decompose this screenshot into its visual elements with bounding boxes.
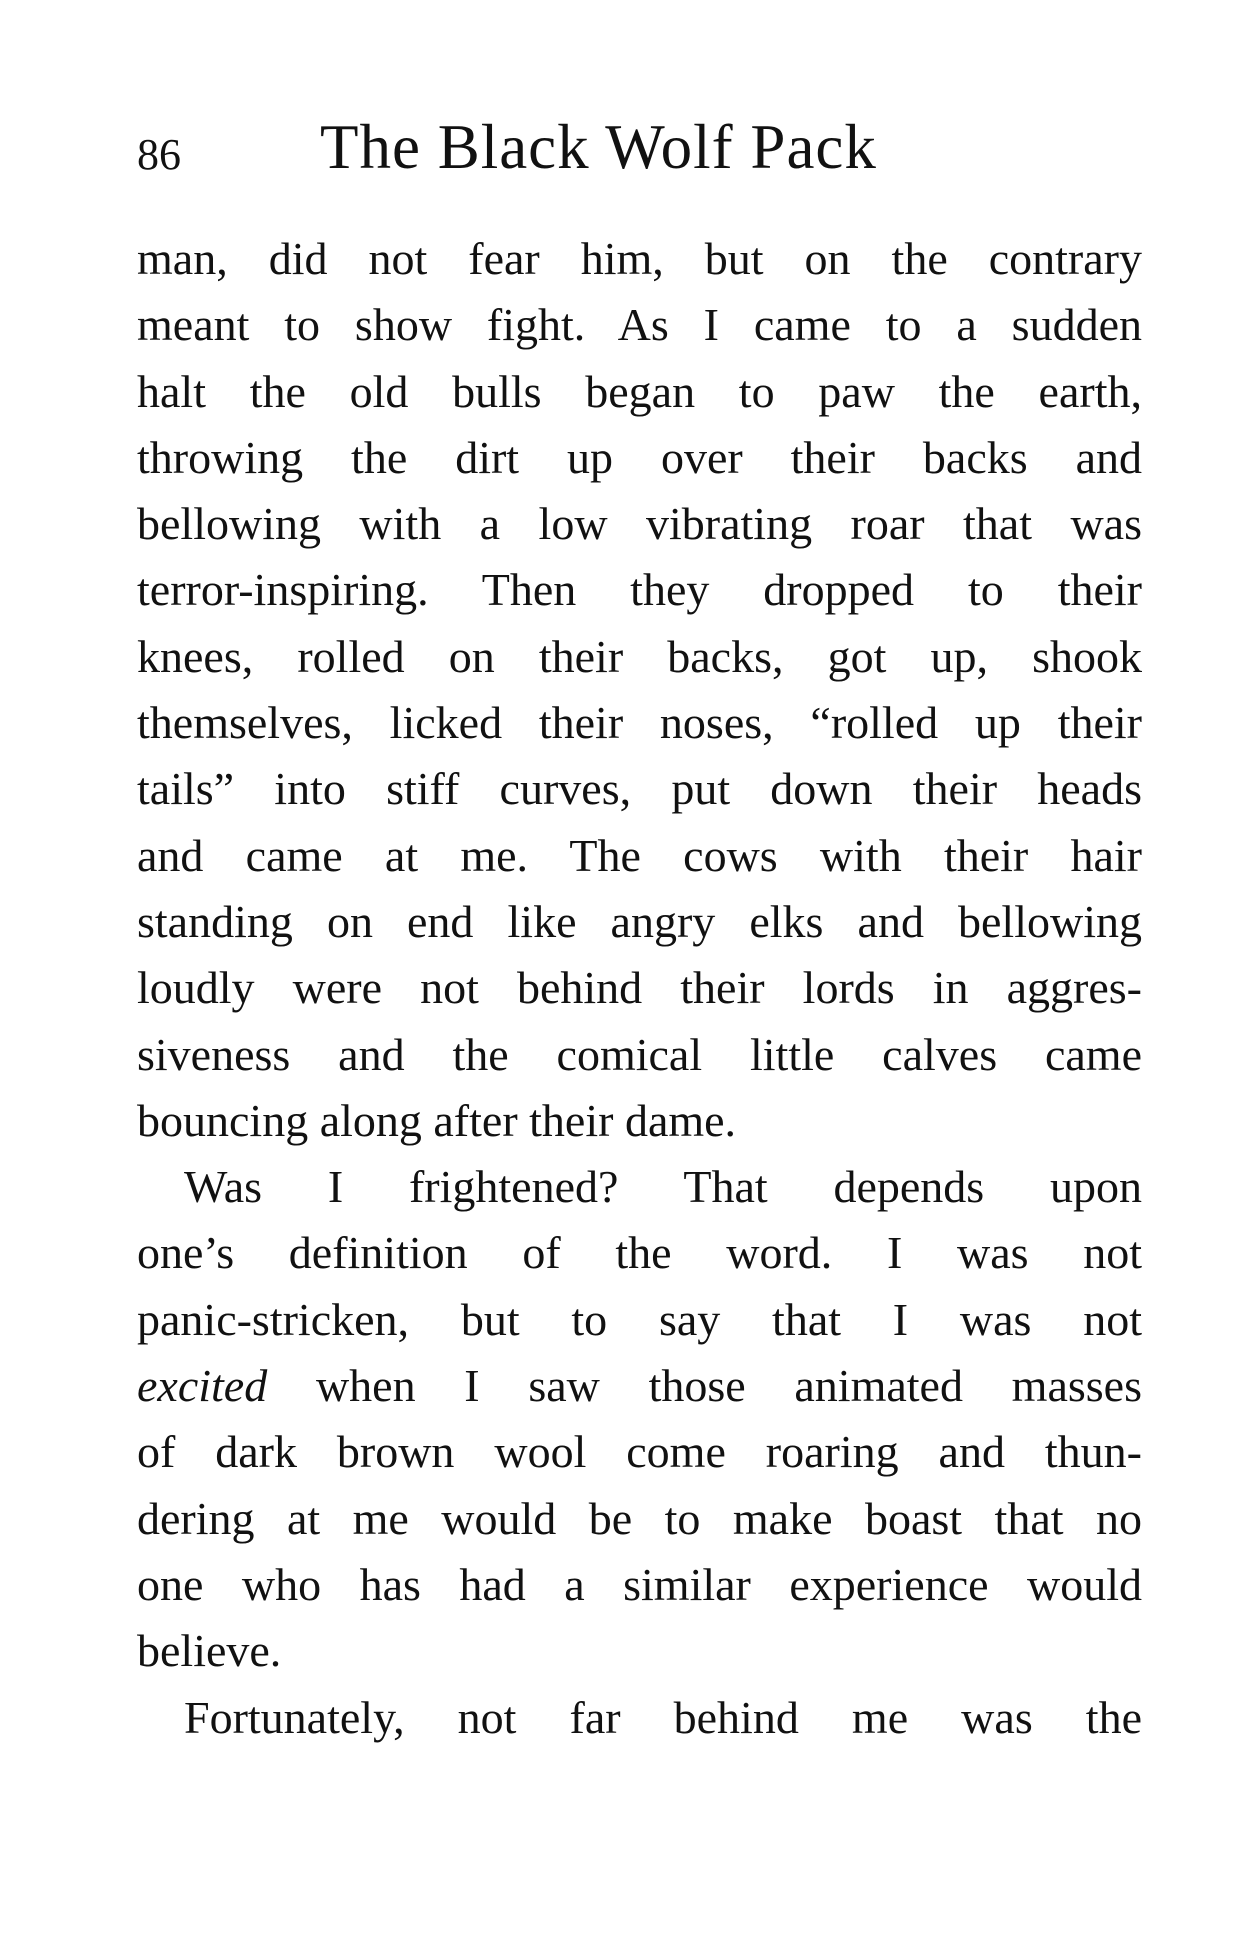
text-line: throwing the dirt up over their backs and — [137, 431, 1142, 483]
text-line: and came at me. The cows with their hair — [137, 829, 1142, 881]
text-line: one who has had a similar experience would — [137, 1558, 1142, 1610]
text-line: panic-stricken, but to say that I was not — [137, 1293, 1142, 1345]
text-line: knees, rolled on their backs, got up, shook — [137, 630, 1142, 682]
text-line: Fortunately, not far behind me was the — [184, 1691, 1142, 1743]
text-line-rest: when I saw those animated masses — [315, 1360, 1142, 1412]
page-number: 86 — [137, 130, 181, 179]
text-line: bouncing along after their dame. — [137, 1094, 737, 1146]
text-line: halt the old bulls began to paw the earth, — [137, 365, 1142, 417]
text-line: Was I frightened? That depends upon — [184, 1161, 1142, 1213]
text-line: tails” into stiff curves, put down their heads — [137, 763, 1142, 815]
text-line: bellowing with a low vibrating roar that was — [137, 498, 1142, 550]
text-line: dering at me would be to make boast that no — [137, 1492, 1142, 1544]
text-line: siveness and the comical little calves came — [137, 1028, 1142, 1080]
text-line: meant to show fight. As I came to a sudden — [137, 299, 1142, 351]
text-line: man, did not fear him, but on the contrary — [137, 233, 1142, 284]
body-text — [137, 226, 1142, 1751]
running-title: The Black Wolf Pack — [320, 112, 877, 182]
text-line: themselves, licked their noses, “rolled up their — [137, 697, 1142, 749]
running-head — [137, 112, 1137, 192]
text-line: one’s definition of the word. I was not — [137, 1227, 1142, 1279]
text-line: believe. — [137, 1625, 282, 1677]
text-line: terror-inspiring. Then they dropped to their — [137, 564, 1142, 616]
text-line: of dark brown wool come roaring and thun- — [137, 1426, 1142, 1478]
text-line-with-emphasis — [137, 1353, 1142, 1419]
emphasized-word: excited — [137, 1360, 268, 1412]
text-line: standing on end like angry elks and bellowing — [137, 895, 1142, 947]
text-line: loudly were not behind their lords in aggres- — [137, 962, 1142, 1014]
